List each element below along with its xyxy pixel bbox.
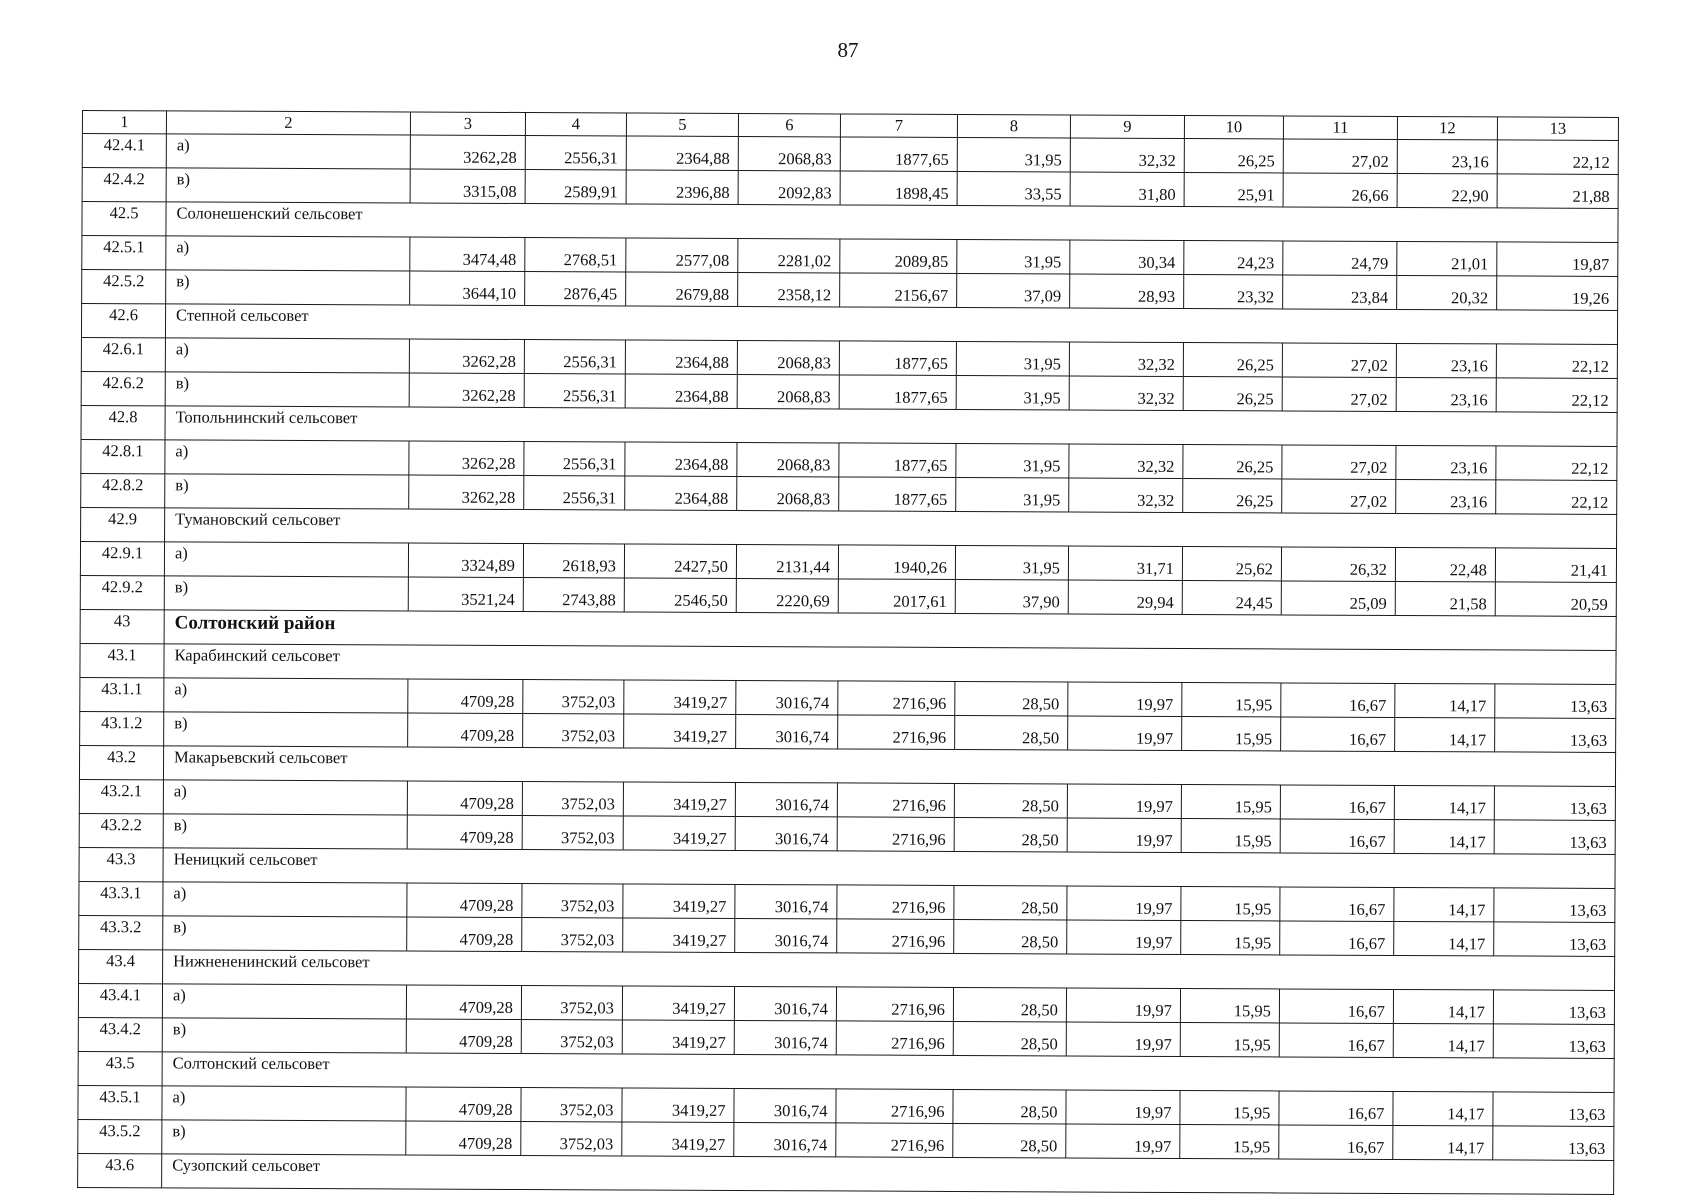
value-cell: 24,23: [1184, 241, 1283, 275]
value-cell: 2716,96: [837, 783, 954, 818]
value-cell: 19,97: [1067, 920, 1181, 955]
value-cell: 2131,44: [736, 544, 838, 578]
row-code: 43.4: [79, 949, 163, 983]
value-cell: 31,95: [957, 137, 1070, 172]
value-cell: 2577,08: [626, 238, 738, 273]
value-cell: 2679,88: [626, 272, 738, 307]
value-cell: 3262,28: [409, 441, 524, 476]
value-cell: 19,97: [1067, 818, 1181, 853]
value-cell: 2068,83: [738, 136, 840, 170]
value-cell: 27,02: [1282, 377, 1396, 412]
table-body: [78, 111, 1619, 1195]
value-cell: 19,97: [1066, 1124, 1180, 1159]
row-code: 42.4.2: [82, 168, 166, 202]
value-cell: 2716,96: [838, 681, 955, 716]
column-header: 2: [166, 111, 410, 135]
row-code: 42.5.1: [82, 236, 166, 270]
row-label: в): [166, 270, 410, 305]
value-cell: 3419,27: [623, 884, 735, 919]
value-cell: 2068,83: [737, 476, 839, 510]
value-cell: 14,17: [1395, 717, 1495, 751]
column-header: 5: [626, 113, 738, 137]
value-cell: 3262,28: [409, 339, 524, 374]
value-cell: 25,62: [1182, 546, 1281, 580]
row-code: 42.5: [82, 202, 166, 236]
value-cell: 28,50: [955, 681, 1068, 716]
row-code: 43.1.1: [80, 677, 164, 711]
value-cell: 37,90: [955, 579, 1068, 614]
value-cell: 21,41: [1495, 548, 1616, 583]
value-cell: 16,67: [1279, 1023, 1393, 1058]
value-cell: 2556,31: [524, 340, 625, 374]
row-label: в): [163, 916, 407, 951]
value-cell: 19,97: [1066, 1022, 1180, 1057]
value-cell: 2092,83: [738, 170, 840, 204]
value-cell: 31,95: [956, 341, 1069, 376]
value-cell: 16,67: [1280, 819, 1394, 854]
value-cell: 27,02: [1282, 343, 1396, 378]
value-cell: 19,97: [1066, 1090, 1180, 1125]
value-cell: 19,97: [1068, 716, 1182, 751]
value-cell: 29,94: [1068, 580, 1182, 615]
value-cell: 21,88: [1497, 174, 1618, 209]
value-cell: 22,12: [1496, 378, 1617, 413]
value-cell: 22,12: [1496, 446, 1617, 481]
value-cell: 2716,96: [838, 715, 955, 750]
value-cell: 3016,74: [735, 918, 837, 952]
section-title: Нижнененинский сельсовет: [163, 950, 1615, 991]
value-cell: 21,58: [1395, 581, 1495, 615]
column-header: 11: [1283, 116, 1397, 140]
row-code: 43.2.2: [79, 813, 163, 847]
value-cell: 2156,67: [840, 273, 957, 308]
row-code: 43.5.1: [78, 1085, 162, 1119]
value-cell: 3419,27: [624, 714, 736, 749]
value-cell: 1877,65: [839, 443, 956, 478]
value-cell: 27,02: [1283, 139, 1397, 174]
value-cell: 16,67: [1279, 989, 1393, 1024]
row-label: в): [166, 168, 410, 203]
row-label: а): [165, 338, 409, 373]
value-cell: 23,16: [1396, 479, 1496, 513]
row-label: а): [166, 236, 410, 271]
value-cell: 23,32: [1184, 275, 1283, 309]
value-cell: 3419,27: [624, 680, 736, 715]
value-cell: 16,67: [1279, 1125, 1393, 1160]
value-cell: 2556,31: [525, 136, 626, 170]
value-cell: 15,95: [1180, 988, 1279, 1022]
value-cell: 3324,89: [408, 543, 523, 578]
value-cell: 2068,83: [737, 340, 839, 374]
value-cell: 15,95: [1182, 682, 1281, 716]
value-cell: 4709,28: [406, 985, 521, 1020]
value-cell: 23,16: [1396, 377, 1496, 411]
row-code: 43.4.2: [78, 1017, 162, 1051]
column-header: 10: [1184, 116, 1283, 139]
value-cell: 3419,27: [622, 986, 734, 1021]
value-cell: 2743,88: [523, 578, 624, 612]
value-cell: 15,95: [1180, 1124, 1279, 1158]
row-code: 42.8: [81, 405, 165, 439]
value-cell: 26,25: [1183, 444, 1282, 478]
section-title: Сузопский сельсовет: [162, 1154, 1614, 1195]
value-cell: 13,63: [1494, 922, 1615, 957]
value-cell: 32,32: [1069, 376, 1183, 411]
value-cell: 16,67: [1280, 785, 1394, 820]
value-cell: 15,95: [1181, 818, 1280, 852]
value-cell: 3419,27: [622, 1088, 734, 1123]
value-cell: 2358,12: [738, 272, 840, 306]
value-cell: 28,50: [955, 715, 1068, 750]
row-code: 42.9.2: [80, 575, 164, 609]
value-cell: 2089,85: [840, 239, 957, 274]
value-cell: 23,16: [1396, 343, 1496, 377]
value-cell: 15,95: [1181, 784, 1280, 818]
value-cell: 3016,74: [736, 714, 838, 748]
row-label: а): [165, 440, 409, 475]
value-cell: 31,95: [955, 545, 1068, 580]
value-cell: 2017,61: [838, 579, 955, 614]
value-cell: 2364,88: [625, 374, 737, 409]
value-cell: 19,26: [1497, 276, 1618, 311]
value-cell: 32,32: [1069, 342, 1183, 377]
value-cell: 3752,03: [522, 816, 623, 850]
value-cell: 26,25: [1184, 139, 1283, 173]
value-cell: 25,91: [1184, 173, 1283, 207]
section-title: Неницкий сельсовет: [163, 848, 1615, 889]
value-cell: 31,95: [956, 443, 1069, 478]
row-code: 42.4.1: [82, 134, 166, 168]
value-cell: 19,87: [1497, 242, 1618, 277]
row-code: 43.3.2: [79, 915, 163, 949]
value-cell: 2281,02: [738, 238, 840, 272]
value-cell: 20,32: [1397, 275, 1497, 309]
row-label: а): [166, 134, 410, 169]
row-label: в): [162, 1120, 406, 1155]
value-cell: 15,95: [1181, 920, 1280, 954]
value-cell: 16,67: [1280, 887, 1394, 922]
value-cell: 28,50: [954, 817, 1067, 852]
value-cell: 27,02: [1282, 479, 1396, 514]
value-cell: 16,67: [1279, 1091, 1393, 1126]
row-code: 42.6.2: [81, 371, 165, 405]
value-cell: 3419,27: [622, 1122, 734, 1157]
value-cell: 3262,28: [409, 475, 524, 510]
value-cell: 2220,69: [736, 578, 838, 612]
value-cell: 2556,31: [524, 476, 625, 510]
row-code: 42.6.1: [81, 337, 165, 371]
column-header: 6: [738, 113, 840, 136]
section-title: Топольнинский сельсовет: [165, 406, 1617, 447]
value-cell: 32,32: [1070, 138, 1184, 173]
value-cell: 2546,50: [624, 578, 736, 613]
row-code: 43.1: [80, 643, 164, 677]
value-cell: 2876,45: [525, 272, 626, 306]
value-cell: 13,63: [1493, 1024, 1614, 1059]
value-cell: 26,25: [1183, 377, 1282, 411]
value-cell: 26,66: [1283, 173, 1397, 208]
section-title: Солтонский сельсовет: [162, 1052, 1614, 1093]
value-cell: 32,32: [1069, 478, 1183, 513]
value-cell: 3752,03: [522, 782, 623, 816]
value-cell: 2068,83: [737, 442, 839, 476]
row-code: 42.8.2: [81, 473, 165, 507]
row-label: в): [164, 712, 408, 747]
value-cell: 13,63: [1494, 786, 1615, 821]
value-cell: 13,63: [1494, 820, 1615, 855]
value-cell: 13,63: [1493, 990, 1614, 1025]
value-cell: 32,32: [1069, 444, 1183, 479]
value-cell: 13,63: [1494, 888, 1615, 923]
value-cell: 28,50: [953, 1089, 1066, 1124]
value-cell: 26,32: [1281, 547, 1395, 582]
value-cell: 28,50: [954, 919, 1067, 954]
district-title: Солтонский район: [164, 610, 1616, 651]
value-cell: 28,93: [1070, 274, 1184, 309]
value-cell: 28,50: [954, 885, 1067, 920]
value-cell: 3752,03: [523, 714, 624, 748]
row-label: в): [165, 372, 409, 407]
value-cell: 37,09: [957, 273, 1070, 308]
row-label: в): [164, 576, 408, 611]
value-cell: 22,12: [1496, 480, 1617, 515]
value-cell: 28,50: [953, 1021, 1066, 1056]
value-cell: 3419,27: [623, 816, 735, 851]
value-cell: 3752,03: [521, 986, 622, 1020]
value-cell: 2364,88: [626, 136, 738, 171]
value-cell: 2364,88: [625, 476, 737, 511]
value-cell: 2716,96: [836, 1021, 953, 1056]
value-cell: 28,50: [953, 1123, 1066, 1158]
value-cell: 3419,27: [623, 782, 735, 817]
value-cell: 1877,65: [839, 341, 956, 376]
value-cell: 14,17: [1393, 1023, 1493, 1057]
row-code: 42.5.2: [82, 270, 166, 304]
value-cell: 14,17: [1394, 887, 1494, 921]
value-cell: 4709,28: [407, 815, 522, 850]
row-label: в): [165, 474, 409, 509]
column-header: 12: [1397, 116, 1497, 139]
value-cell: 15,95: [1181, 886, 1280, 920]
value-cell: 16,67: [1280, 921, 1394, 956]
value-cell: 30,34: [1070, 240, 1184, 275]
value-cell: 1940,26: [838, 545, 955, 580]
row-code: 43.1.2: [80, 711, 164, 745]
value-cell: 3474,48: [410, 237, 525, 272]
row-code: 43.2.1: [79, 779, 163, 813]
value-cell: 3752,03: [521, 1122, 622, 1156]
row-code: 43.4.1: [78, 983, 162, 1017]
value-cell: 3315,08: [410, 169, 525, 204]
row-label: в): [162, 1018, 406, 1053]
row-code: 42.9: [81, 507, 165, 541]
value-cell: 13,63: [1495, 718, 1616, 753]
value-cell: 4709,28: [406, 1121, 521, 1156]
row-code: 43.3: [79, 847, 163, 881]
value-cell: 4709,28: [408, 679, 523, 714]
row-code: 42.9.1: [80, 541, 164, 575]
value-cell: 24,79: [1283, 241, 1397, 276]
value-cell: 16,67: [1281, 717, 1395, 752]
value-cell: 14,17: [1394, 819, 1494, 853]
value-cell: 14,17: [1394, 785, 1494, 819]
value-cell: 14,17: [1393, 989, 1493, 1023]
tariff-table: [77, 110, 1619, 1195]
section-title: Тумановский сельсовет: [165, 508, 1617, 549]
value-cell: 2364,88: [625, 340, 737, 375]
row-code: 43.2: [79, 745, 163, 779]
row-code: 43.5: [78, 1051, 162, 1085]
section-title: Степной сельсовет: [165, 304, 1617, 345]
row-code: 43.6: [78, 1153, 162, 1187]
value-cell: 26,25: [1183, 343, 1282, 377]
value-cell: 25,09: [1281, 581, 1395, 616]
value-cell: 31,95: [957, 239, 1070, 274]
column-header: 9: [1070, 115, 1184, 139]
value-cell: 24,45: [1182, 580, 1281, 614]
value-cell: 1877,65: [839, 375, 956, 410]
value-cell: 3262,28: [410, 135, 525, 170]
value-cell: 28,50: [953, 987, 1066, 1022]
value-cell: 4709,28: [407, 917, 522, 952]
value-cell: 19,97: [1068, 682, 1182, 717]
value-cell: 4709,28: [407, 883, 522, 918]
value-cell: 3016,74: [735, 782, 837, 816]
row-label: а): [162, 984, 406, 1019]
value-cell: 1877,65: [839, 477, 956, 512]
row-label: а): [162, 1086, 406, 1121]
value-cell: 23,16: [1396, 445, 1496, 479]
value-cell: 23,16: [1397, 139, 1497, 173]
value-cell: 4709,28: [406, 1019, 521, 1054]
value-cell: 2618,93: [523, 544, 624, 578]
value-cell: 2556,31: [524, 374, 625, 408]
column-header: 8: [957, 114, 1070, 138]
column-header: 1: [82, 111, 166, 134]
value-cell: 15,95: [1180, 1022, 1279, 1056]
value-cell: 2716,96: [836, 1089, 953, 1124]
value-cell: 22,90: [1397, 173, 1497, 207]
value-cell: 15,95: [1182, 716, 1281, 750]
value-cell: 3016,74: [734, 1088, 836, 1122]
value-cell: 1877,65: [840, 137, 957, 172]
value-cell: 31,95: [956, 477, 1069, 512]
row-code: 43.5.2: [78, 1119, 162, 1153]
value-cell: 14,17: [1393, 1091, 1493, 1125]
value-cell: 33,55: [957, 171, 1070, 206]
value-cell: 19,97: [1066, 988, 1180, 1023]
row-label: в): [163, 814, 407, 849]
value-cell: 13,63: [1495, 684, 1616, 719]
value-cell: 3752,03: [522, 884, 623, 918]
value-cell: 22,48: [1395, 547, 1495, 581]
value-cell: 31,71: [1068, 546, 1182, 581]
value-cell: 4709,28: [406, 1087, 521, 1122]
column-header: 7: [840, 114, 957, 138]
value-cell: 2716,96: [836, 1123, 953, 1158]
value-cell: 31,95: [956, 375, 1069, 410]
section-title: Макарьевский сельсовет: [163, 746, 1615, 787]
value-cell: 2068,83: [737, 374, 839, 408]
value-cell: 2768,51: [525, 238, 626, 272]
value-cell: 2716,96: [837, 919, 954, 954]
value-cell: 3752,03: [521, 1020, 622, 1054]
value-cell: 3262,28: [409, 373, 524, 408]
section-title: Солонешенский сельсовет: [166, 202, 1618, 243]
row-code: 43.3.1: [79, 881, 163, 915]
value-cell: 2716,96: [836, 987, 953, 1022]
value-cell: 14,17: [1395, 683, 1495, 717]
value-cell: 2716,96: [837, 885, 954, 920]
value-cell: 3752,03: [522, 918, 623, 952]
value-cell: 19,97: [1067, 886, 1181, 921]
value-cell: 21,01: [1397, 241, 1497, 275]
value-cell: 3016,74: [734, 1122, 836, 1156]
value-cell: 26,25: [1183, 478, 1282, 512]
value-cell: 3016,74: [735, 884, 837, 918]
row-label: а): [164, 542, 408, 577]
value-cell: 3016,74: [736, 680, 838, 714]
value-cell: 2589,91: [525, 170, 626, 204]
value-cell: 3016,74: [734, 986, 836, 1020]
page-number: 87: [837, 38, 859, 62]
column-header: 3: [410, 112, 525, 136]
value-cell: 3016,74: [734, 1020, 836, 1054]
value-cell: 27,02: [1282, 445, 1396, 480]
section-title: Карабинский сельсовет: [164, 644, 1616, 685]
value-cell: 2364,88: [625, 442, 737, 477]
value-cell: 23,84: [1283, 275, 1397, 310]
value-cell: 13,63: [1493, 1126, 1614, 1161]
value-cell: 3419,27: [623, 918, 735, 953]
row-code: 42.6: [81, 304, 165, 338]
value-cell: 4709,28: [408, 713, 523, 748]
row-label: а): [163, 780, 407, 815]
column-header: 13: [1497, 117, 1618, 141]
value-cell: 28,50: [954, 783, 1067, 818]
value-cell: 22,12: [1497, 140, 1618, 175]
value-cell: 3521,24: [408, 577, 523, 612]
value-cell: 1898,45: [840, 171, 957, 206]
value-cell: 4709,28: [407, 781, 522, 816]
value-cell: 2427,50: [624, 544, 736, 579]
value-cell: 3752,03: [521, 1088, 622, 1122]
value-cell: 2556,31: [524, 442, 625, 476]
value-cell: 31,80: [1070, 172, 1184, 207]
value-cell: 14,17: [1393, 1125, 1493, 1159]
value-cell: 13,63: [1493, 1092, 1614, 1127]
row-label: а): [164, 678, 408, 713]
section-row: [78, 1153, 1614, 1194]
value-cell: 3419,27: [622, 1020, 734, 1055]
value-cell: 14,17: [1394, 921, 1494, 955]
value-cell: 20,59: [1495, 582, 1616, 617]
column-header: 4: [525, 113, 626, 136]
value-cell: 16,67: [1281, 683, 1395, 718]
value-cell: 19,97: [1067, 784, 1181, 819]
value-cell: 2396,88: [626, 170, 738, 205]
value-cell: 2716,96: [837, 817, 954, 852]
value-cell: 3752,03: [523, 680, 624, 714]
value-cell: 15,95: [1180, 1090, 1279, 1124]
row-code: 42.8.1: [81, 439, 165, 473]
row-label: а): [163, 882, 407, 917]
row-code: 43: [80, 609, 164, 643]
value-cell: 3016,74: [735, 816, 837, 850]
value-cell: 22,12: [1496, 344, 1617, 379]
value-cell: 3644,10: [410, 271, 525, 306]
